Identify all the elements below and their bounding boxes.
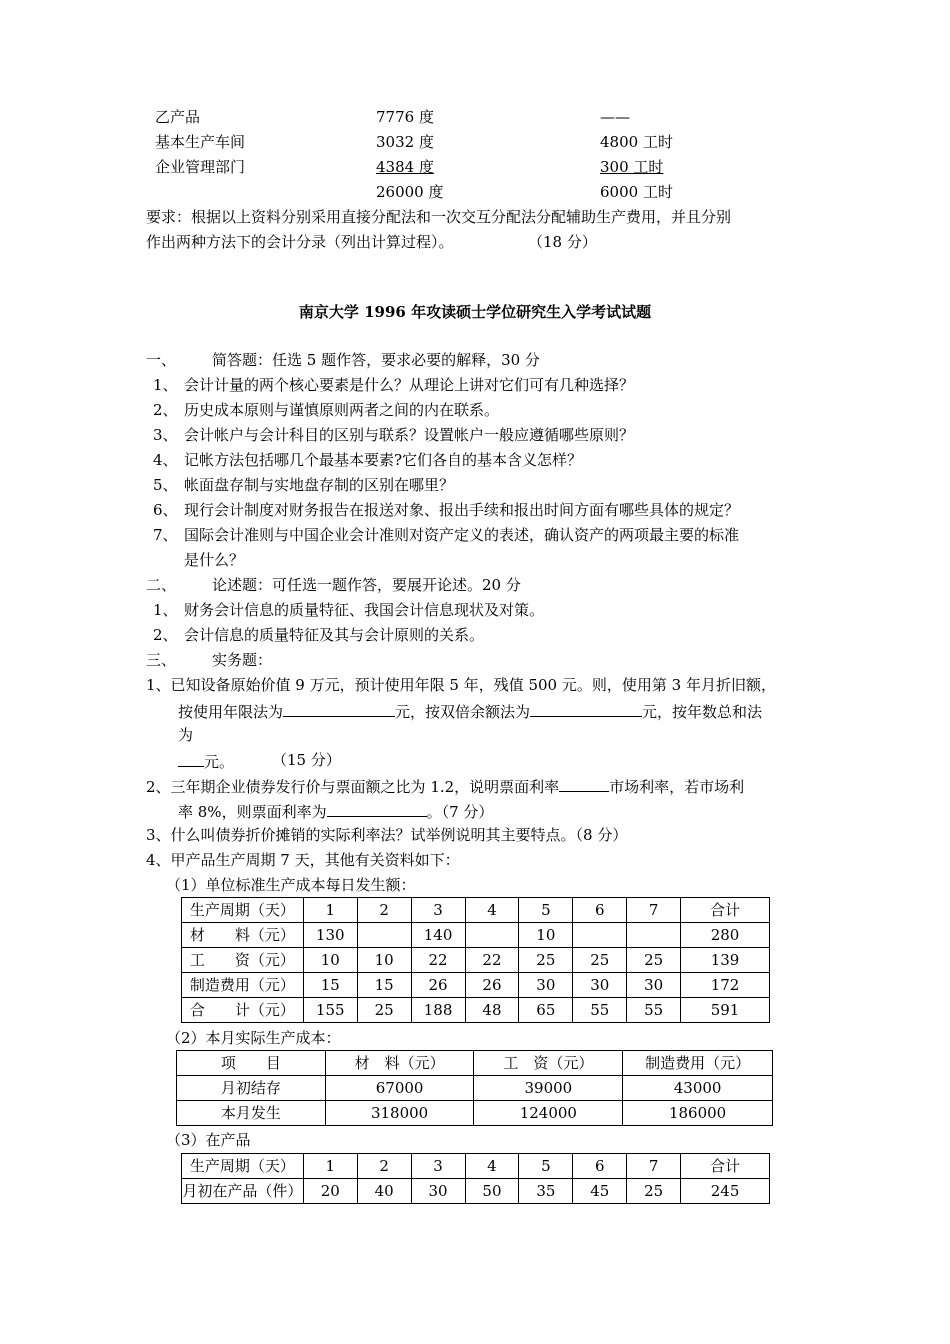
q1-text-a: 按使用年限法为 [178, 703, 284, 721]
q2-text-d: 。（7 分） [426, 803, 494, 821]
s1-item-text: 历史成本原则与谨慎原则两者之间的内在联系。 [184, 401, 500, 419]
table-cell: 318000 [325, 1101, 474, 1126]
top-row-c1: 3032 度 [376, 133, 434, 151]
standard-cost-table [181, 897, 770, 1023]
s1-item-text: 记帐方法包括哪几个最基本要素?它们各自的基本含义怎样？ [184, 451, 583, 469]
section2-heading: 论述题：可任选一题作答，要展开论述。20 分 [212, 576, 521, 594]
top-row-c2: 6000 工时 [600, 183, 673, 201]
requirement-line-2: 作出两种方法下的会计分录（列出计算过程）。 [146, 233, 454, 251]
top-row-c1: 26000 度 [376, 183, 444, 201]
q2-line1 [146, 775, 744, 797]
table-row [177, 1076, 773, 1101]
table-cell: 39000 [474, 1076, 623, 1101]
table-cell: 7 [627, 1154, 681, 1179]
section2-number: 二、 [146, 576, 177, 594]
answer-blank[interactable] [559, 775, 609, 792]
table-cell: 1 [303, 898, 357, 923]
table-cell: 生产周期（天） [182, 1154, 304, 1179]
table-cell [627, 923, 681, 948]
table-row [182, 998, 770, 1023]
table-cell: 材 料（元） [325, 1051, 474, 1076]
table-cell: 5 [519, 1154, 573, 1179]
table-cell: 55 [573, 998, 627, 1023]
q1-line3: 为 [178, 726, 194, 744]
table-cell: 3 [411, 1154, 465, 1179]
table-cell: 186000 [623, 1101, 773, 1126]
top-row-c1: 7776 度 [376, 108, 434, 126]
answer-blank[interactable] [283, 700, 395, 717]
answer-blank[interactable] [530, 700, 642, 717]
table-cell: 合计 [681, 1154, 770, 1179]
table-cell: 35 [519, 1179, 573, 1204]
table-cell: 48 [465, 998, 519, 1023]
table-header-row [177, 1051, 773, 1076]
table-cell: 10 [519, 923, 573, 948]
table-cell: 25 [627, 1179, 681, 1204]
table-cell: 45 [573, 1179, 627, 1204]
s1-item-num: 5、 [153, 476, 178, 494]
table-cell: 65 [519, 998, 573, 1023]
q1-line1: 1、已知设备原始价值 9 万元，预计使用年限 5 年，残值 500 元。则，使用第 3 年月折旧额， [146, 676, 776, 694]
table-cell: 2 [357, 898, 411, 923]
table-cell: 155 [303, 998, 357, 1023]
table-cell: 10 [303, 948, 357, 973]
table-cell: 制造费用（元） [623, 1051, 773, 1076]
table-cell: 3 [411, 898, 465, 923]
table-cell: 15 [303, 973, 357, 998]
table-cell: 25 [627, 948, 681, 973]
s1-item-text: 会计计量的两个核心要素是什么？从理论上讲对它们可有几种选择？ [184, 376, 635, 394]
s2-item-num: 2、 [153, 626, 178, 644]
table-cell: 30 [411, 1179, 465, 1204]
top-row-c2: 300 工时 [600, 158, 664, 176]
table-cell: 合 计（元） [182, 998, 304, 1023]
section1-number: 一、 [146, 351, 177, 369]
top-row-label: 基本生产车间 [155, 133, 246, 151]
s1-item-num: 4、 [153, 451, 178, 469]
q3-line: 3、什么叫债券折价摊销的实际利率法？试举例说明其主要特点。（8 分） [146, 826, 628, 844]
top-row-label: 企业管理部门 [155, 158, 246, 176]
table-cell: 15 [357, 973, 411, 998]
q4-line: 4、甲产品生产周期 7 天，其他有关资料如下： [146, 851, 460, 869]
requirement-line-1: 要求：根据以上资料分别采用直接分配法和一次交互分配法分配辅助生产费用，并且分别 [146, 208, 732, 226]
table-cell: 30 [519, 973, 573, 998]
table-cell: 合计 [681, 898, 770, 923]
table-row [182, 923, 770, 948]
table-cell [465, 923, 519, 948]
q1-text-c: 元，按年数总和法 [642, 703, 763, 721]
table-cell: 26 [465, 973, 519, 998]
s1-item7-continuation: 是什么？ [184, 551, 245, 569]
sub1-label: （1）单位标准生产成本每日发生额： [166, 876, 416, 894]
table-cell [573, 923, 627, 948]
table-cell: 139 [681, 948, 770, 973]
s1-item-num: 6、 [153, 501, 178, 519]
table-cell: 188 [411, 998, 465, 1023]
s2-item-text: 财务会计信息的质量特征、我国会计信息现状及对策。 [184, 601, 545, 619]
table-cell: 6 [573, 898, 627, 923]
answer-blank[interactable] [178, 750, 204, 767]
table-cell: 材 料（元） [182, 923, 304, 948]
table-cell: 172 [681, 973, 770, 998]
table-cell: 43000 [623, 1076, 773, 1101]
table-cell: 月初结存 [177, 1076, 326, 1101]
sub3-label: （3）在产品 [166, 1131, 251, 1149]
table-cell: 55 [627, 998, 681, 1023]
table-cell: 5 [519, 898, 573, 923]
top-row-c2: 4800 工时 [600, 133, 673, 151]
q1-line2 [178, 700, 762, 722]
table-row [182, 1179, 770, 1204]
table-cell: 280 [681, 923, 770, 948]
s1-item-text: 会计帐户与会计科目的区别与联系？设置帐户一般应遵循哪些原则？ [184, 426, 635, 444]
table-cell: 140 [411, 923, 465, 948]
table-cell: 30 [627, 973, 681, 998]
s1-item-text: 国际会计准则与中国企业会计准则对资产定义的表述，确认资产的两项最主要的标准 [184, 526, 740, 544]
s1-item-num: 3、 [153, 426, 178, 444]
table-cell: 10 [357, 948, 411, 973]
table-cell: 124000 [474, 1101, 623, 1126]
section1-heading: 简答题：任选 5 题作答，要求必要的解释，30 分 [212, 351, 540, 369]
table-row [182, 948, 770, 973]
s1-item-text: 帐面盘存制与实地盘存制的区别在哪里？ [184, 476, 455, 494]
top-row-c1: 4384 度 [376, 158, 434, 176]
table-cell: 4 [465, 1154, 519, 1179]
table-cell: 30 [573, 973, 627, 998]
table-cell: 50 [465, 1179, 519, 1204]
q1-text-b: 元，按双倍余额法为 [395, 703, 531, 721]
table-row [182, 973, 770, 998]
s2-item-num: 1、 [153, 601, 178, 619]
table-cell: 工 资（元） [182, 948, 304, 973]
table-cell: 生产周期（天） [182, 898, 304, 923]
table-row [177, 1101, 773, 1126]
q2-line2 [178, 800, 493, 822]
s2-item-text: 会计信息的质量特征及其与会计原则的关系。 [184, 626, 485, 644]
table-cell: 25 [357, 998, 411, 1023]
table-cell: 本月发生 [177, 1101, 326, 1126]
table-cell: 7 [627, 898, 681, 923]
table-cell: 22 [411, 948, 465, 973]
table-cell: 22 [465, 948, 519, 973]
table-header-row [182, 898, 770, 923]
table-cell: 6 [573, 1154, 627, 1179]
s1-item-num: 1、 [153, 376, 178, 394]
sub2-label: （2）本月实际生产成本： [166, 1029, 341, 1047]
table-cell: 40 [357, 1179, 411, 1204]
actual-cost-table [176, 1050, 773, 1126]
q1-line4 [178, 750, 234, 772]
exam-title: 南京大学 1996 年攻读硕士学位研究生入学考试试题 [298, 303, 652, 321]
table-cell: 67000 [325, 1076, 474, 1101]
answer-blank[interactable] [327, 800, 427, 817]
section3-number: 三、 [146, 651, 177, 669]
s1-item-num: 7、 [153, 526, 178, 544]
table-cell: 2 [357, 1154, 411, 1179]
top-row-label: 乙产品 [155, 108, 201, 126]
table-cell: 20 [303, 1179, 357, 1204]
section3-heading: 实务题： [212, 651, 273, 669]
table-cell: 4 [465, 898, 519, 923]
table-cell: 26 [411, 973, 465, 998]
wip-table [181, 1153, 770, 1204]
table-cell: 制造费用（元） [182, 973, 304, 998]
q1-text-d: 元。 [204, 753, 235, 771]
table-cell: 130 [303, 923, 357, 948]
table-cell: 1 [303, 1154, 357, 1179]
q2-text-c: 率 8%，则票面利率为 [178, 803, 327, 821]
table-cell: 25 [519, 948, 573, 973]
table-cell: 591 [681, 998, 770, 1023]
table-cell: 25 [573, 948, 627, 973]
s1-item-text: 现行会计制度对财务报告在报送对象、报出手续和报出时间方面有哪些具体的规定？ [184, 501, 740, 519]
table-cell [357, 923, 411, 948]
table-cell: 245 [681, 1179, 770, 1204]
table-cell: 工 资（元） [474, 1051, 623, 1076]
table-cell: 项 目 [177, 1051, 326, 1076]
q2-text-a: 2、三年期企业债券发行价与票面额之比为 1.2，说明票面利率 [146, 778, 560, 796]
table-header-row [182, 1154, 770, 1179]
s1-item-num: 2、 [153, 401, 178, 419]
q1-points: （15 分） [272, 751, 341, 769]
requirement-points: （18 分） [528, 233, 597, 251]
top-row-c2: —— [600, 108, 630, 126]
q2-text-b: 市场利率，若市场利 [609, 778, 745, 796]
table-cell: 月初在产品（件） [182, 1179, 304, 1204]
